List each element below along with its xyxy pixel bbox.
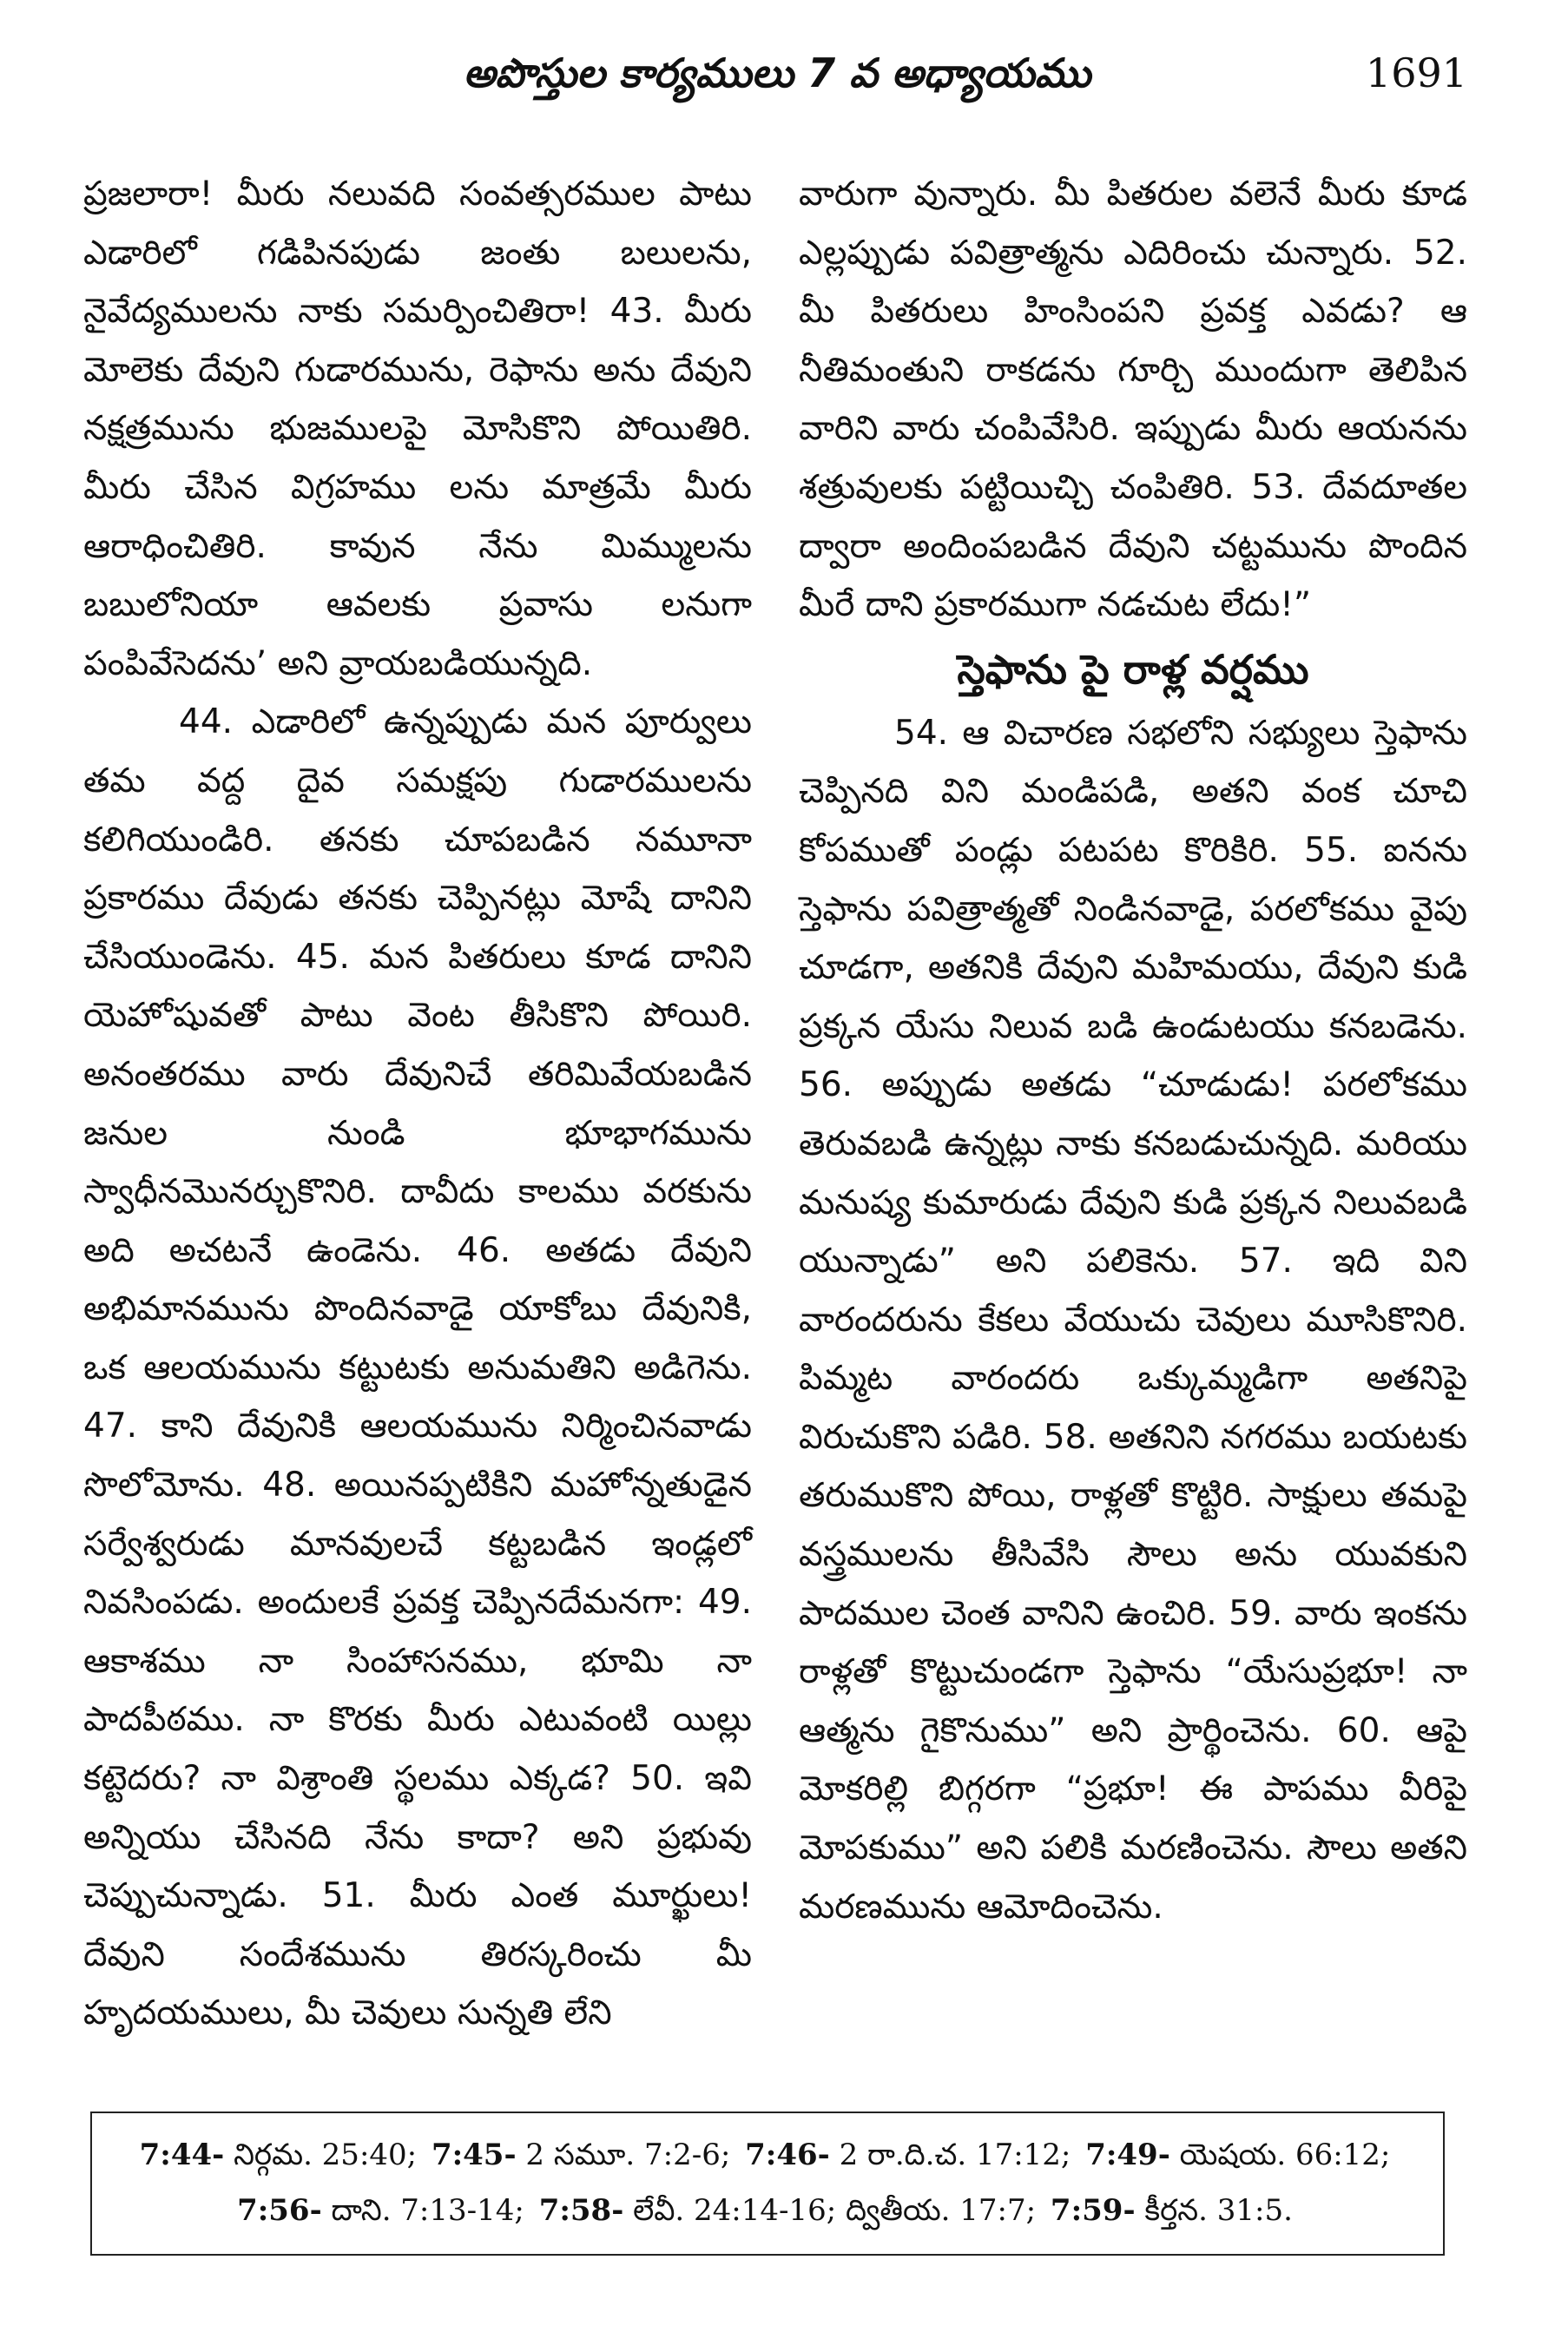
ref-verse: 7:46- bbox=[745, 2138, 830, 2172]
ref-verse: 7:59- bbox=[1050, 2193, 1136, 2228]
footnote-ref bbox=[432, 2138, 730, 2172]
paragraph: ప్రజలారా! మీరు నలువది సంవత్సరముల పాటు ఎడారిలో గడిపినపుడు జంతు బలులను, నైవేద్యములను నాకు సమర్పించితిరా! 43. మీరు మోలెకు దేవుని గుడారమును, రెఫాను అను దేవుని నక్షత్రమును భుజములపై మోసికొని పోయితిరి. మీరు చేసిన విగ్రహము లను మాత్రమే మీరు ఆరాధించితిరి. కావున నేను మిమ్ములను బబులోనియా ఆవలకు ప్రవాసు లనుగా పంపివేసెదను’ అని వ్రాయబడియున్నది. bbox=[83, 175, 752, 683]
ref-text: దాని. 7:13-14; bbox=[331, 2193, 524, 2228]
footnote-ref bbox=[539, 2193, 1036, 2228]
footnote-line bbox=[92, 2183, 1443, 2238]
footnote-ref bbox=[1051, 2193, 1293, 2228]
footnote-ref bbox=[1085, 2138, 1390, 2172]
section-heading: స్తెఫాను పై రాళ్ల వర్షము bbox=[957, 645, 1309, 693]
ref-text: లేవీ. 24:14-16; ద్వితీయ. 17:7; bbox=[633, 2193, 1037, 2228]
ref-verse: 7:44- bbox=[139, 2138, 225, 2172]
ref-verse: 7:45- bbox=[431, 2138, 517, 2172]
ref-text: నిర్గమ. 25:40; bbox=[234, 2138, 418, 2172]
ref-verse: 7:58- bbox=[538, 2193, 624, 2228]
ref-text: యెషయ. 66:12; bbox=[1179, 2138, 1391, 2172]
page-number: 1691 bbox=[1365, 49, 1467, 96]
footnote-line bbox=[92, 2127, 1443, 2183]
ref-verse: 7:49- bbox=[1085, 2138, 1170, 2172]
footnote-ref bbox=[745, 2138, 1071, 2172]
footnote-ref bbox=[140, 2138, 418, 2172]
ref-text: 2 సమూ. 7:2-6; bbox=[525, 2138, 731, 2172]
footnote-ref bbox=[237, 2193, 524, 2228]
page-header bbox=[87, 38, 1467, 108]
left-column bbox=[83, 165, 752, 2043]
ref-text: 2 రా.ది.చ. 17:12; bbox=[839, 2138, 1071, 2172]
cross-reference-box bbox=[90, 2112, 1445, 2256]
paragraph: 44. ఎడారిలో ఉన్నప్పుడు మన పూర్వులు తమ వద్ద దైవ సమక్షపు గుడారములను కలిగియుండిరి. తనకు చూపబడిన నమూనా ప్రకారము దేవుడు తనకు చెప్పినట్లు మోషే దానిని చేసియుండెను. 45. మన పితరులు కూడ దానిని యెహోషువతో పాటు వెంట తీసికొని పోయిరి. అనంతరము వారు దేవునిచే తరిమివేయబడిన జనుల నుండి భూభాగమును స్వాధీనమొనర్చుకొనిరి. దావీదు కాలము వరకును అది అచటనే ఉండెను. 46. అతడు దేవుని అభిమానమును పొందినవాడై యాకోబు దేవునికి, ఒక ఆలయమును కట్టుటకు అనుమతిని అడిగెను. 47. కాని దేవునికి ఆలయమును నిర్మించినవాడు సొలోమోను. 48. అయినప్పటికిని మహోన్నతుడైన సర్వేశ్వరుడు మానవులచే కట్టబడిన ఇండ్లలో నివసింపడు. అందులకే ప్రవక్త చెప్పినదేమనగా: 49. ఆకాశము నా సింహాసనము, భూమి నా పాదపీఠము. నా కొరకు మీరు ఎటువంటి యిల్లు కట్టెదరు? నా విశ్రాంతి స్థలము ఎక్కడ? 50. ఇవి అన్నియు చేసినది నేను కాదా? అని ప్రభువు చెప్పుచున్నాడు. 51. మీరు ఎంత మూర్ఖులు! దేవుని సందేశమును తిరస్కరించు మీ హృదయములు, మీ చెవులు సున్నతి లేని bbox=[83, 702, 752, 2033]
paragraph: 54. ఆ విచారణ సభలోని సభ్యులు స్తెఫాను చెప్పినది విని మండిపడి, అతని వంక చూచి కోపముతో పండ్లు పటపట కొరికిరి. 55. ఐనను స్తెఫాను పవిత్రాత్మతో నిండినవాడై, పరలోకము వైపు చూడగా, అతనికి దేవుని మహిమయు, దేవుని కుడి ప్రక్కన యేసు నిలువ బడి ఉండుటయు కనబడెను. 56. అప్పుడు అతడు “చూడుడు! పరలోకము తెరువబడి ఉన్నట్లు నాకు కనబడుచున్నది. మరియు మనుష్య కుమారుడు దేవుని కుడి ప్రక్కన నిలువబడి యున్నాడు” అని పలికెను. 57. ఇది విని వారందరును కేకలు వేయుచు చెవులు మూసికొనిరి. పిమ్మట వారందరు ఒక్కుమ్మడిగా అతనిపై విరుచుకొని పడిరి. 58. అతనిని నగరము బయటకు తరుముకొని పోయి, రాళ్లతో కొట్టిరి. సాక్షులు తమపై వస్త్రములను తీసివేసి సౌలు అను యువకుని పాదముల చెంత వానిని ఉంచిరి. 59. వారు ఇంకను రాళ్లతో కొట్టుచుండగా స్తెఫాను “యేసుప్రభూ! నా ఆత్మను గైకొనుము” అని ప్రార్థించెను. 60. ఆపై మోకరిల్లి బిగ్గరగా “ప్రభూ! ఈ పాపము వీరిపై మోపకుము” అని పలికి మరణించెను. సౌలు అతని మరణమును ఆమోదించెను. bbox=[799, 713, 1467, 1927]
chapter-title: అపొస్తుల కార్యములు 7 వ అధ్యాయము bbox=[463, 49, 1091, 96]
paragraph: వారుగా వున్నారు. మీ పితరుల వలెనే మీరు కూడ ఎల్లప్పుడు పవిత్రాత్మను ఎదిరించు చున్నారు. 52. మీ పితరులు హింసింపని ప్రవక్త ఎవడు? ఆ నీతిమంతుని రాకడను గూర్చి ముందుగా తెలిపిన వారిని వారు చంపివేసిరి. ఇప్పుడు మీరు ఆయనను శత్రువులకు పట్టియిచ్చి చంపితిరి. 53. దేవదూతల ద్వారా అందింపబడిన దేవుని చట్టమును పొందిన మీరే దాని ప్రకారముగా నడచుట లేదు!” bbox=[799, 175, 1467, 625]
ref-text: కీర్తన. 31:5. bbox=[1144, 2193, 1293, 2228]
ref-verse: 7:56- bbox=[237, 2193, 322, 2228]
right-column bbox=[799, 165, 1467, 1936]
